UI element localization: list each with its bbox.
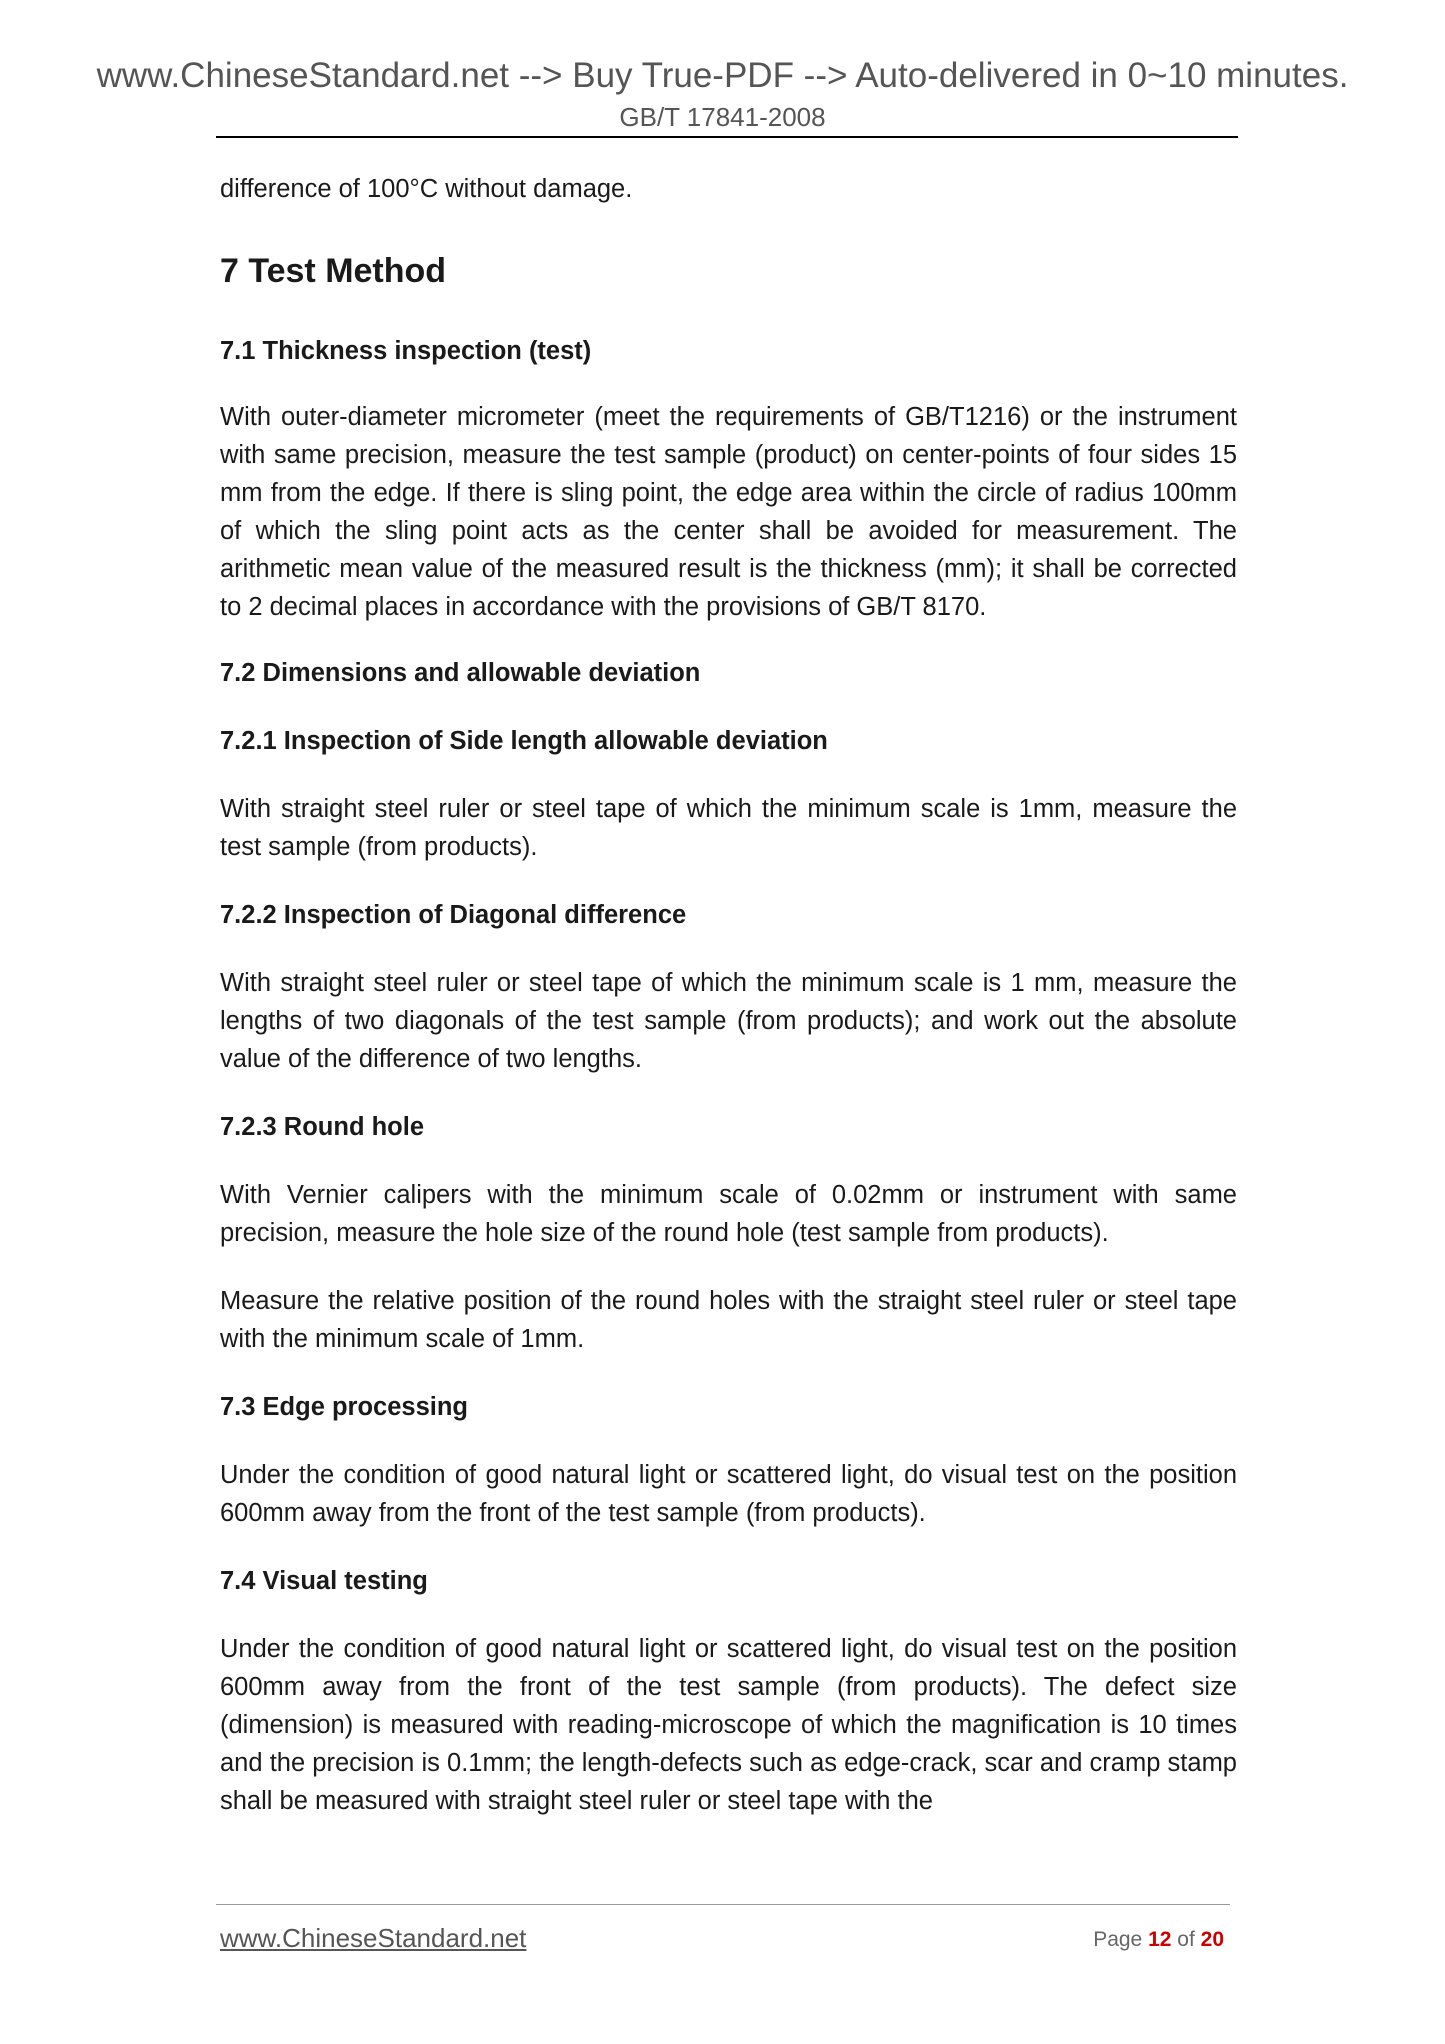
footer-divider [216,1904,1230,1905]
section-7-3-title: 7.3 Edge processing [220,1393,469,1421]
intro-line: difference of 100°C without damage. [220,175,633,203]
header-banner[interactable]: www.ChineseStandard.net --> Buy True-PDF --> Auto-delivered in 0~10 minutes. [96,56,1349,95]
page-indicator [1093,1926,1224,1954]
document-body [220,170,1237,1820]
standard-number: GB/T 17841-2008 [619,102,826,132]
section-7-title: 7 Test Method [220,252,447,290]
section-7-2-1-text: With straight steel ruler or steel tape of which the minimum scale is 1mm, measure the test sample (from products). [220,795,1237,861]
header-divider [216,136,1238,138]
section-7-2-3-title: 7.2.3 Round hole [220,1113,425,1141]
page-label: Page [1093,1928,1143,1951]
total-pages-number: 20 [1200,1928,1224,1951]
section-7-1-text: With outer-diameter micrometer (meet the requirements of GB/T1216) or the instrument with same precision, measure the test sample (product) on center-points of four sides 15 mm from the edge. If there is sling point, the edge area within the circle of radius 100mm of which the sling point acts as the center shall be avoided for measurement. The arithmetic mean value of the measured result is the thickness (mm); it shall be corrected to 2 decimal places in accordance with the provisions of GB/T 8170. [220,403,1237,621]
current-page-number: 12 [1148,1928,1172,1951]
section-7-2-title: 7.2 Dimensions and allowable deviation [220,659,701,687]
section-7-1-title: 7.1 Thickness inspection (test) [220,337,592,365]
section-7-4-text: Under the condition of good natural light or scattered light, do visual test on the position 600mm away from the front of the test sample (from products). The defect size (dimension) is measured with reading-microscope of which the magnification is 10 times and the precision is 0.1mm; the length-defects such as edge-crack, scar and cramp stamp shall be measured with straight steel ruler or steel tape with the [220,1635,1237,1815]
page-header [0,56,1445,132]
section-7-2-2-title: 7.2.2 Inspection of Diagonal difference [220,901,687,929]
section-7-4-title: 7.4 Visual testing [220,1567,428,1595]
section-7-2-3-text-2: Measure the relative position of the round holes with the straight steel ruler or steel tape with the minimum scale of 1mm. [220,1287,1237,1353]
footer-site-link[interactable]: www.ChineseStandard.net [220,1923,527,1953]
section-7-2-2-text: With straight steel ruler or steel tape of which the minimum scale is 1 mm, measure the lengths of two diagonals of the test sample (from products); and work out the absolute value of the difference of two lengths. [220,969,1237,1073]
section-7-2-1-title: 7.2.1 Inspection of Side length allowable deviation [220,727,828,755]
of-label: of [1177,1928,1195,1951]
section-7-3-text: Under the condition of good natural light or scattered light, do visual test on the position 600mm away from the front of the test sample (from products). [220,1461,1237,1527]
section-7-2-3-text-1: With Vernier calipers with the minimum scale of 0.02mm or instrument with same precision, measure the hole size of the round hole (test sample from products). [220,1181,1237,1247]
